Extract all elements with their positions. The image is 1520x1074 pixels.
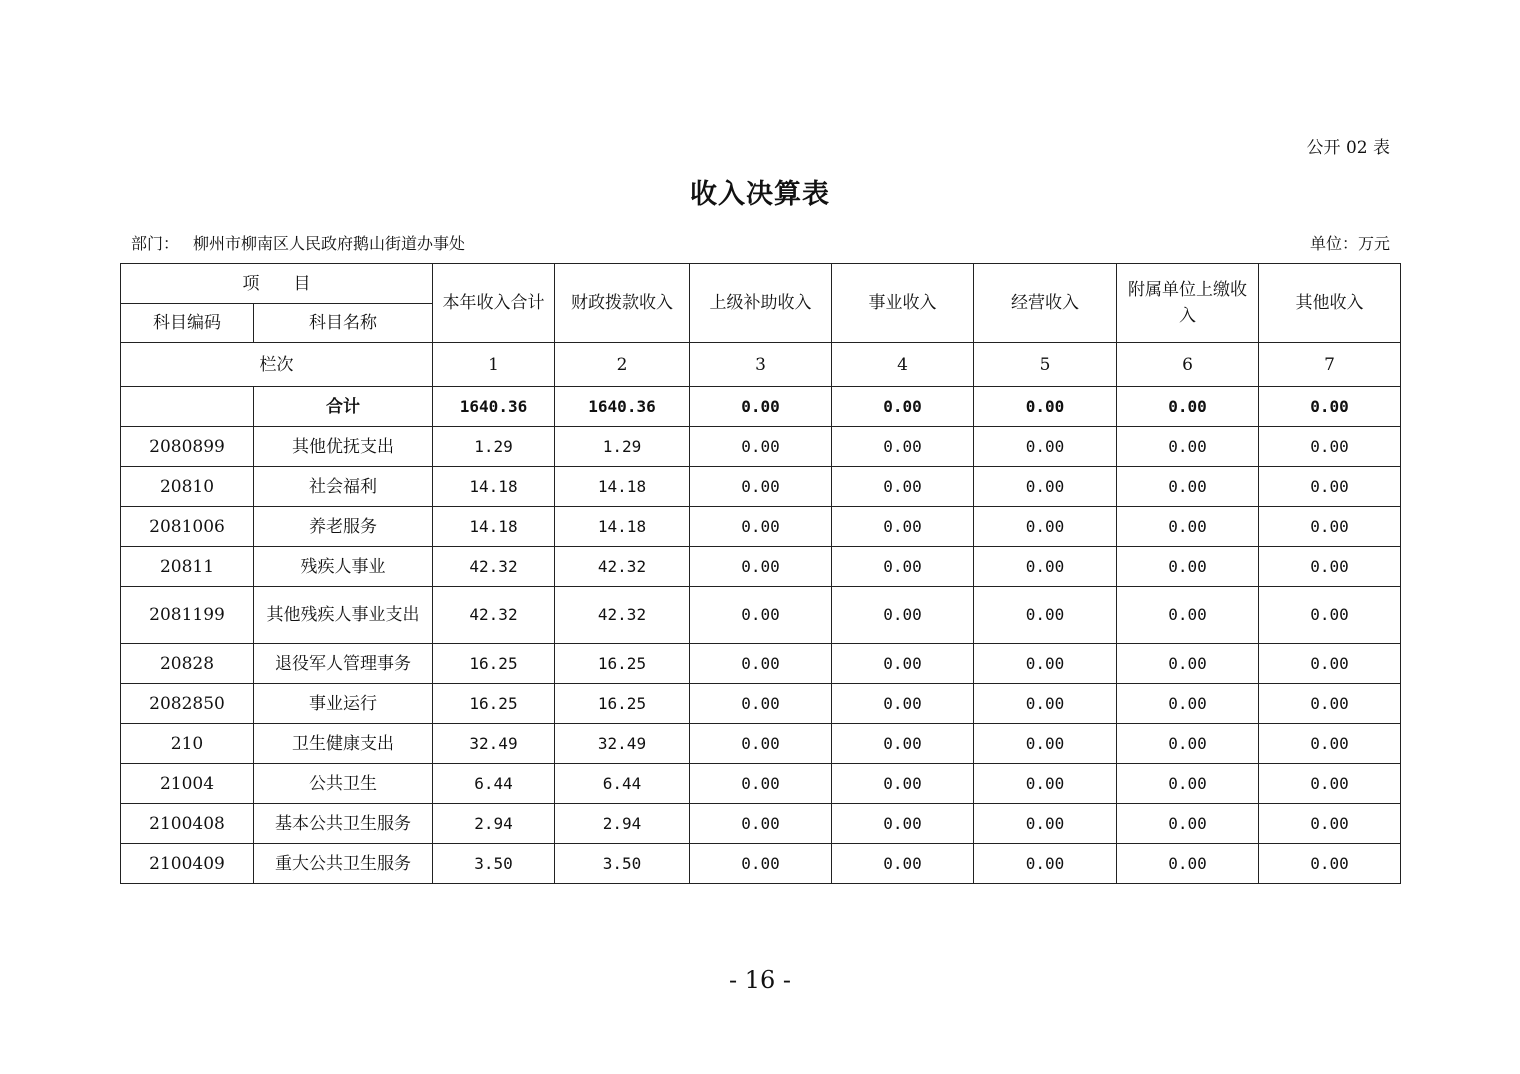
- row-value: 0.00: [832, 724, 974, 764]
- row-value: 0.00: [690, 764, 832, 804]
- row-value: 0.00: [1117, 467, 1259, 507]
- row-value: 0.00: [1259, 507, 1401, 547]
- row-value: 0.00: [690, 507, 832, 547]
- row-name: 公共卫生: [254, 764, 433, 804]
- total-value: 1640.36: [433, 387, 555, 427]
- row-value: 0.00: [974, 587, 1117, 644]
- row-value: 0.00: [1117, 804, 1259, 844]
- row-code: 2080899: [121, 427, 254, 467]
- lanci-number: 3: [690, 343, 832, 387]
- total-label: 合计: [254, 387, 433, 427]
- row-value: 42.32: [433, 547, 555, 587]
- header-code: 科目编码: [121, 304, 254, 343]
- row-name: 退役军人管理事务: [254, 644, 433, 684]
- row-code: 2100408: [121, 804, 254, 844]
- row-value: 32.49: [433, 724, 555, 764]
- row-value: 0.00: [1117, 844, 1259, 884]
- header-item: 项 目: [121, 264, 433, 304]
- income-table: [120, 263, 1401, 884]
- row-code: 2100409: [121, 844, 254, 884]
- row-value: 0.00: [832, 467, 974, 507]
- row-value: 0.00: [974, 507, 1117, 547]
- row-value: 0.00: [1117, 547, 1259, 587]
- row-name: 其他残疾人事业支出: [254, 587, 433, 644]
- row-code: 21004: [121, 764, 254, 804]
- row-value: 16.25: [555, 644, 690, 684]
- row-value: 0.00: [1117, 587, 1259, 644]
- row-value: 0.00: [690, 684, 832, 724]
- lanci-number: 5: [974, 343, 1117, 387]
- row-value: 16.25: [433, 644, 555, 684]
- row-value: 32.49: [555, 724, 690, 764]
- table-row: [121, 587, 1401, 644]
- row-value: 6.44: [433, 764, 555, 804]
- row-code: 20828: [121, 644, 254, 684]
- row-value: 0.00: [1259, 587, 1401, 644]
- row-value: 0.00: [832, 764, 974, 804]
- form-number: 公开 02 表: [1306, 138, 1390, 158]
- table-row: [121, 547, 1401, 587]
- row-value: 0.00: [974, 844, 1117, 884]
- row-value: 0.00: [1117, 644, 1259, 684]
- row-value: 0.00: [1117, 427, 1259, 467]
- row-value: 0.00: [1117, 724, 1259, 764]
- page-title: 收入决算表: [690, 179, 830, 210]
- table-row: [121, 467, 1401, 507]
- table-row: [121, 427, 1401, 467]
- row-value: 0.00: [974, 467, 1117, 507]
- header-row-1: [121, 264, 1401, 304]
- row-value: 0.00: [974, 644, 1117, 684]
- lanci-number: 6: [1117, 343, 1259, 387]
- row-value: 0.00: [690, 724, 832, 764]
- row-value: 3.50: [433, 844, 555, 884]
- header-name: 科目名称: [254, 304, 433, 343]
- row-value: 0.00: [690, 644, 832, 684]
- row-name: 残疾人事业: [254, 547, 433, 587]
- row-value: 0.00: [832, 507, 974, 547]
- row-value: 42.32: [433, 587, 555, 644]
- row-name: 养老服务: [254, 507, 433, 547]
- row-value: 1.29: [555, 427, 690, 467]
- row-value: 14.18: [433, 467, 555, 507]
- row-code: 20811: [121, 547, 254, 587]
- table-row: [121, 804, 1401, 844]
- row-value: 16.25: [555, 684, 690, 724]
- row-code: 20810: [121, 467, 254, 507]
- page-number: - 16 -: [728, 966, 791, 994]
- lanci-number: 4: [832, 343, 974, 387]
- row-value: 0.00: [690, 547, 832, 587]
- row-value: 0.00: [832, 684, 974, 724]
- table-row: [121, 644, 1401, 684]
- lanci-label: 栏次: [121, 343, 433, 387]
- row-value: 0.00: [974, 804, 1117, 844]
- row-value: 0.00: [974, 724, 1117, 764]
- row-value: 0.00: [832, 804, 974, 844]
- row-value: 2.94: [433, 804, 555, 844]
- row-value: 0.00: [832, 644, 974, 684]
- row-name: 社会福利: [254, 467, 433, 507]
- row-value: 0.00: [1259, 644, 1401, 684]
- table-row: [121, 764, 1401, 804]
- row-value: 0.00: [1259, 467, 1401, 507]
- header-col-4: 事业收入: [832, 264, 974, 343]
- table-row: [121, 844, 1401, 884]
- total-value: 0.00: [1117, 387, 1259, 427]
- row-value: 0.00: [690, 844, 832, 884]
- row-value: 0.00: [690, 467, 832, 507]
- row-name: 重大公共卫生服务: [254, 844, 433, 884]
- row-value: 1.29: [433, 427, 555, 467]
- row-name: 基本公共卫生服务: [254, 804, 433, 844]
- total-row: [121, 387, 1401, 427]
- row-value: 14.18: [433, 507, 555, 547]
- header-col-1: 本年收入合计: [433, 264, 555, 343]
- row-value: 2.94: [555, 804, 690, 844]
- row-value: 14.18: [555, 467, 690, 507]
- row-value: 0.00: [1117, 507, 1259, 547]
- header-col-3: 上级补助收入: [690, 264, 832, 343]
- row-value: 0.00: [1259, 427, 1401, 467]
- unit-label: 单位：万元: [1309, 234, 1390, 253]
- row-value: 0.00: [1259, 804, 1401, 844]
- row-value: 0.00: [690, 804, 832, 844]
- row-value: 14.18: [555, 507, 690, 547]
- total-value: 0.00: [1259, 387, 1401, 427]
- header-col-5: 经营收入: [974, 264, 1117, 343]
- row-value: 0.00: [832, 547, 974, 587]
- row-value: 0.00: [974, 427, 1117, 467]
- department-line: [131, 231, 479, 254]
- row-value: 0.00: [832, 427, 974, 467]
- row-value: 0.00: [1259, 844, 1401, 884]
- row-value: 16.25: [433, 684, 555, 724]
- total-value: 1640.36: [555, 387, 690, 427]
- row-code: 2082850: [121, 684, 254, 724]
- table-row: [121, 724, 1401, 764]
- row-value: 0.00: [690, 427, 832, 467]
- row-value: 42.32: [555, 547, 690, 587]
- row-value: 0.00: [832, 587, 974, 644]
- row-name: 卫生健康支出: [254, 724, 433, 764]
- row-code: 2081006: [121, 507, 254, 547]
- row-value: 0.00: [1259, 764, 1401, 804]
- lanci-number: 7: [1259, 343, 1401, 387]
- header-col-7: 其他收入: [1259, 264, 1401, 343]
- table-row: [121, 684, 1401, 724]
- row-name: 事业运行: [254, 684, 433, 724]
- row-value: 0.00: [974, 764, 1117, 804]
- table-row: [121, 507, 1401, 547]
- row-value: 0.00: [690, 587, 832, 644]
- row-value: 0.00: [1117, 764, 1259, 804]
- row-value: 0.00: [1117, 684, 1259, 724]
- department-value: 柳州市柳南区人民政府鹅山街道办事处: [193, 234, 466, 253]
- row-value: 0.00: [1259, 547, 1401, 587]
- department-label: 部门：: [131, 234, 180, 253]
- row-code: 210: [121, 724, 254, 764]
- lanci-number: 2: [555, 343, 690, 387]
- row-value: 0.00: [832, 844, 974, 884]
- total-code: [121, 387, 254, 427]
- row-value: 3.50: [555, 844, 690, 884]
- lanci-row: [121, 343, 1401, 387]
- row-value: 42.32: [555, 587, 690, 644]
- row-value: 0.00: [974, 684, 1117, 724]
- lanci-number: 1: [433, 343, 555, 387]
- total-value: 0.00: [832, 387, 974, 427]
- row-value: 0.00: [1259, 684, 1401, 724]
- header-col-6: 附属单位上缴收入: [1117, 264, 1259, 343]
- total-value: 0.00: [974, 387, 1117, 427]
- row-name: 其他优抚支出: [254, 427, 433, 467]
- header-col-2: 财政拨款收入: [555, 264, 690, 343]
- total-value: 0.00: [690, 387, 832, 427]
- row-value: 0.00: [1259, 724, 1401, 764]
- row-value: 6.44: [555, 764, 690, 804]
- row-code: 2081199: [121, 587, 254, 644]
- row-value: 0.00: [974, 547, 1117, 587]
